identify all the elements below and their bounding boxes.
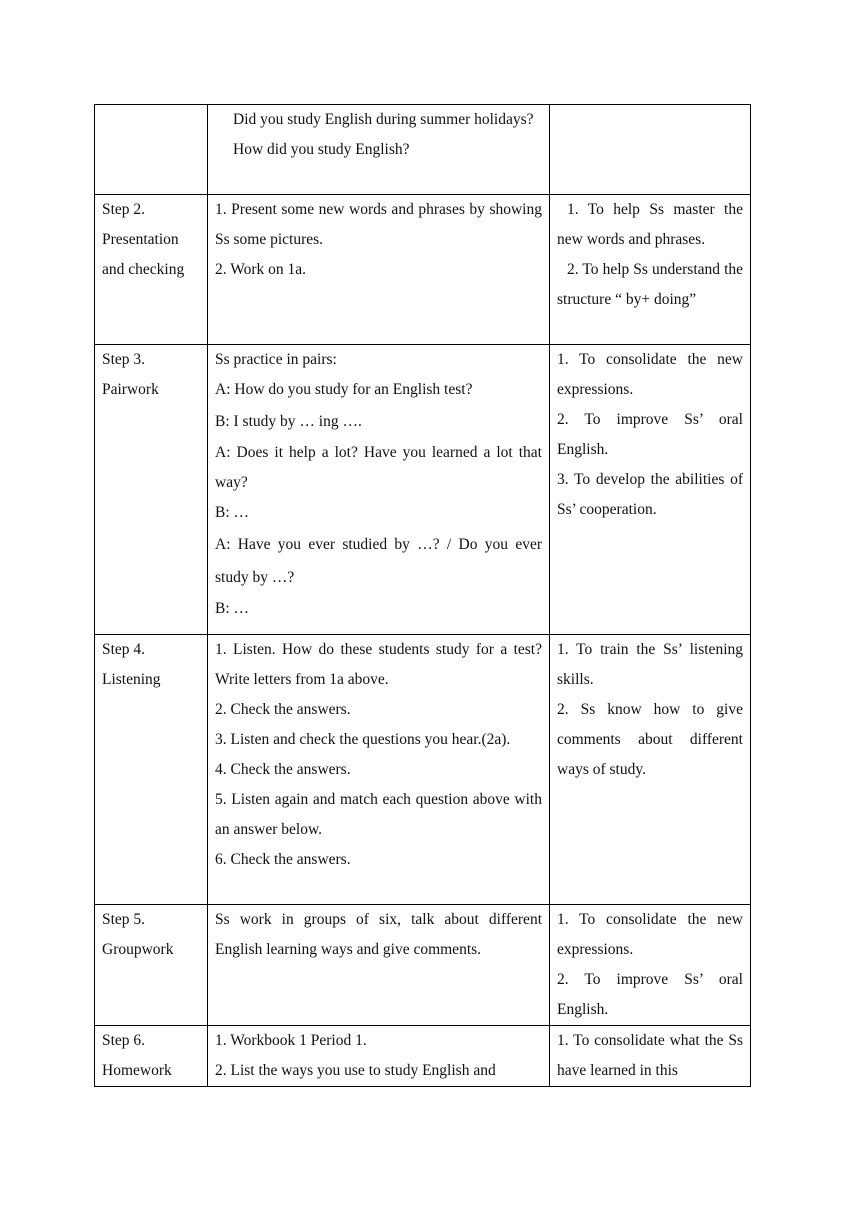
activity-line: Ss practice in pairs: (215, 351, 337, 368)
step-label: Presentation (102, 231, 179, 248)
step-label: Step 6. (102, 1032, 146, 1049)
purpose-line: 2. Ss know how to give comments about different ways of study. (557, 701, 743, 778)
activity-line: 2. Check the answers. (215, 701, 351, 718)
activity-line: A: Have you ever studied by …? / Do you ever study by …? (215, 536, 542, 586)
activity-line: 4. Check the answers. (215, 761, 351, 778)
activity-line: 1. Present some new words and phrases by showing Ss some pictures. (215, 201, 542, 248)
activity-line: 5. Listen again and match each question above with an answer below. (215, 791, 542, 838)
activity-line: Did you study English during summer holidays? (233, 111, 534, 128)
step-cell (95, 905, 208, 1026)
step-cell (95, 195, 208, 345)
activity-line: B: … (215, 504, 250, 521)
step-label: Step 5. (102, 911, 146, 928)
table-row (95, 195, 751, 345)
purposes-cell (550, 345, 751, 635)
purpose-line: 1. To consolidate what the Ss have learned in this (557, 1032, 743, 1079)
activity-line: 2. Work on 1a. (215, 261, 307, 278)
activity-line: How did you study English? (233, 141, 410, 158)
table-row (95, 635, 751, 905)
activities-cell (208, 905, 550, 1026)
activities-cell (208, 635, 550, 905)
step-label: Step 2. (102, 201, 146, 218)
step-label: Listening (102, 671, 161, 688)
activity-line: 2. List the ways you use to study English and (215, 1062, 496, 1079)
purpose-line: 3. To develop the abilities of Ss’ cooperation. (557, 471, 743, 518)
table-row (95, 105, 751, 195)
activities-cell (208, 1026, 550, 1087)
activity-line: A: How do you study for an English test? (215, 381, 473, 398)
step-cell (95, 345, 208, 635)
step-label: Step 4. (102, 641, 146, 658)
purpose-line: 1. To consolidate the new expressions. (557, 351, 743, 398)
purposes-cell (550, 905, 751, 1026)
step-label: Groupwork (102, 941, 174, 958)
step-label: Homework (102, 1062, 172, 1079)
step-cell (95, 635, 208, 905)
step-cell (95, 1026, 208, 1087)
activities-cell (208, 195, 550, 345)
purpose-line: 2. To help Ss understand the structure “ by+ doing” (557, 261, 743, 308)
purpose-line: 1. To train the Ss’ listening skills. (557, 641, 743, 688)
step-label: Step 3. (102, 351, 146, 368)
purpose-line: 2. To improve Ss’ oral English. (557, 411, 743, 458)
purpose-line: 1. To consolidate the new expressions. (557, 911, 743, 958)
purpose-line: 1. To help Ss master the new words and phrases. (557, 201, 743, 248)
activity-line: 1. Workbook 1 Period 1. (215, 1032, 367, 1049)
activity-line: 1. Listen. How do these students study for a test? Write letters from 1a above. (215, 641, 542, 688)
activity-line: A: Does it help a lot? Have you learned a lot that way? (215, 444, 542, 491)
table-row (95, 905, 751, 1026)
activity-line: B: I study by … ing …. (215, 413, 362, 430)
purposes-cell (550, 105, 751, 195)
activity-line: B: … (215, 600, 250, 617)
activity-line: 3. Listen and check the questions you hear.(2a). (215, 731, 511, 748)
activity-line: 6. Check the answers. (215, 851, 351, 868)
activity-line: Ss work in groups of six, talk about different English learning ways and give comments. (215, 911, 542, 958)
table-row (95, 1026, 751, 1087)
step-label: Pairwork (102, 381, 159, 398)
step-cell (95, 105, 208, 195)
purposes-cell (550, 635, 751, 905)
purposes-cell (550, 1026, 751, 1087)
lesson-plan-table (94, 104, 751, 1087)
activities-cell (208, 105, 550, 195)
step-label: and checking (102, 261, 185, 278)
table-row (95, 345, 751, 635)
purpose-line: 2. To improve Ss’ oral English. (557, 971, 743, 1018)
activities-cell (208, 345, 550, 635)
purposes-cell (550, 195, 751, 345)
